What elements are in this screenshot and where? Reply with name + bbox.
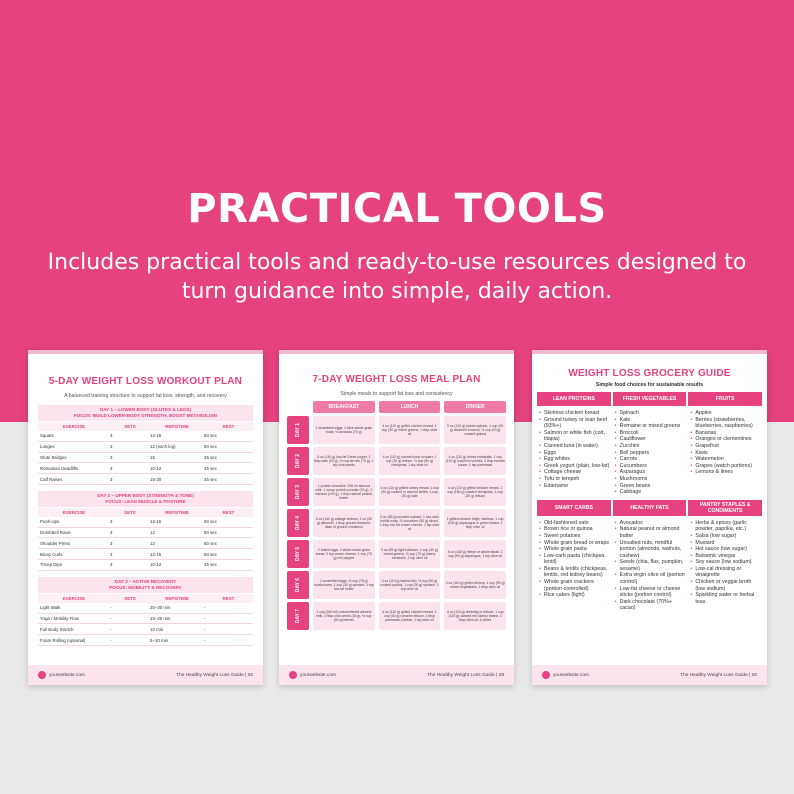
table-cell: 3 xyxy=(110,540,113,546)
table-cell: 60 sec xyxy=(204,530,217,536)
list-item: • Grapefruit xyxy=(690,443,761,450)
lunch-header: LUNCH xyxy=(379,401,441,413)
list-item: • Low-cal dressing or vinaigrette xyxy=(690,566,761,579)
table-cell: 3 xyxy=(110,519,113,525)
page-title: PRACTICAL TOOLS xyxy=(187,186,607,232)
day-tab xyxy=(287,602,309,630)
table-cell: 3 xyxy=(110,530,113,536)
footer-page: The Healthy Weight Loss Guide | 26 xyxy=(176,672,253,678)
day-header-focus: FOCUS: MOBILITY & RECOVERY xyxy=(109,584,182,590)
table-cell: 15-20 xyxy=(150,476,162,482)
column-header: REST xyxy=(222,595,235,601)
column-header: REPS/TIME xyxy=(165,509,189,515)
table-cell: Tricep Dips xyxy=(40,562,63,568)
breakfast-header: BREAKFAST xyxy=(313,401,375,413)
logo-icon xyxy=(289,671,297,679)
workout-plan-page xyxy=(28,350,263,685)
list-item: • Cauliflower xyxy=(615,436,686,443)
table-cell: 10-12 xyxy=(150,465,162,471)
column-header-row xyxy=(38,594,253,603)
meal-cell: 1 protein smoothie: 200 ml almond milk, 1 scoop protein powder (30 g), 1 banana (100 g), 1 tbsp natural peanut butter xyxy=(313,478,375,506)
table-cell: 3 xyxy=(110,562,113,568)
meal-row xyxy=(287,540,506,568)
meal-cell: 3 oz (85 g) smoked salmon, 1 low-carb tortilla wrap, ½ cucumber (50 g) sliced, 1 tbsp low-fat cream cheese, 1 tsp olive oil xyxy=(379,509,441,537)
table-cell: 45 sec xyxy=(204,476,217,482)
meal-cell: 5 oz (140 g) ribeye or sirloin steak, 1 cup (90 g) asparagus, 1 tsp olive oil xyxy=(444,540,506,568)
grocery-table xyxy=(532,392,767,612)
day-tab xyxy=(287,571,309,599)
table-cell: 12 xyxy=(150,540,155,546)
meal-cell: 4 oz (110 g) grilled chicken breast, 1 cup (180 g) roasted chickpeas, 1 cup (30 g) lettuce xyxy=(444,478,506,506)
footer-page: The Healthy Weight Loss Guide | 20 xyxy=(680,672,757,678)
list-item: • Greek yogurt (plain, low-fat) xyxy=(539,463,610,470)
table-cell: Yoga / Mobility Flow xyxy=(40,615,79,621)
meal-cell: 5 oz (140 g) low-fat Greek yogurt, 2 tbsp oats (20 g), ½ cup berries (75 g), 1 tsp chia seeds xyxy=(313,447,375,475)
list-item: • Kiwis xyxy=(690,450,761,457)
day-label: DAY 3 xyxy=(295,484,301,500)
day-tab xyxy=(287,540,309,568)
table-row xyxy=(38,549,253,560)
table-row xyxy=(38,603,253,614)
list-item: • Beans & lentils (chickpeas, lentils, red kidney beans) xyxy=(539,566,610,579)
meal-header-row xyxy=(287,401,506,413)
category-list xyxy=(688,518,762,612)
table-cell: Push-Ups xyxy=(40,519,60,525)
day-tab xyxy=(287,447,309,475)
list-item: • Eggs xyxy=(539,450,610,457)
table-row xyxy=(38,635,253,646)
meal-row xyxy=(287,602,506,630)
meal-cell: 4 oz (110 g) grilled chicken breast, 1 cup (40 g) mixed greens, 1 tbsp olive oil xyxy=(379,416,441,444)
table-cell: 3 xyxy=(110,454,113,460)
table-cell: Foam Rolling (optional) xyxy=(40,637,86,643)
table-cell: - xyxy=(204,605,206,611)
meal-cell: 2 scrambled eggs, 1 slice whole-grain toast, ½ avocado (75 g) xyxy=(313,416,375,444)
table-cell: 3 xyxy=(110,433,113,439)
table-cell: Bicep Curls xyxy=(40,551,63,557)
list-item: • Chicken or veggie broth (low sodium) xyxy=(690,579,761,592)
table-cell: Dumbbell Rows xyxy=(40,530,71,536)
category-list xyxy=(537,518,611,612)
day-header-title: DAY 3 – ACTIVE RECOVERY xyxy=(114,578,177,584)
list-item: • Berries (strawberries, blueberries, raspberries) xyxy=(690,417,761,430)
workout-title: 5-DAY WEIGHT LOSS WORKOUT PLAN xyxy=(48,376,243,387)
column-header: REPS/TIME xyxy=(165,595,189,601)
list-item: • Watermelon xyxy=(690,456,761,463)
page-top-bar xyxy=(279,350,514,354)
table-cell: 12-15 xyxy=(150,433,162,439)
footer-site: yourwebsite.com xyxy=(553,672,589,678)
table-cell: - xyxy=(204,615,206,621)
list-item: • Oranges or clementines xyxy=(690,436,761,443)
category-list xyxy=(688,408,762,496)
table-cell: - xyxy=(110,626,112,632)
day-label: DAY 1 xyxy=(295,422,301,438)
meal-row xyxy=(287,416,506,444)
meal-plan-page xyxy=(279,350,514,685)
table-cell: Romanian Deadlifts xyxy=(40,465,79,471)
column-header: SETS xyxy=(124,595,136,601)
list-item: • Edamame xyxy=(539,483,610,490)
list-item: • Carrots xyxy=(615,456,686,463)
list-item: • Rice cakes (light) xyxy=(539,592,610,599)
day-header-focus: FOCUS: LEAN MUSCLE & POSTURE xyxy=(105,498,186,504)
table-cell: Squats xyxy=(40,433,54,439)
table-cell: Light Walk xyxy=(40,605,61,611)
day-label: DAY 2 xyxy=(295,453,301,469)
list-item: • Unsalted nuts, mindful portion (almonds, walnuts, cashew) xyxy=(615,540,686,560)
list-item: • Low-fat cheese or cheese sticks (portion control) xyxy=(615,586,686,599)
day-header xyxy=(38,405,253,421)
list-item: • Brown rice or quinoa xyxy=(539,526,610,533)
meal-title: 7-DAY WEIGHT LOSS MEAL PLAN xyxy=(312,374,481,385)
footer-site: yourwebsite.com xyxy=(300,672,336,678)
list-item: • Egg whites xyxy=(539,456,610,463)
table-cell: Full Body Stretch xyxy=(40,626,74,632)
day-tab xyxy=(287,478,309,506)
list-item: • Sparkling water or herbal teas xyxy=(690,592,761,605)
list-item: • Zucchini xyxy=(615,443,686,450)
table-row xyxy=(38,538,253,549)
meal-cell: 5 oz (140 g) baked salmon, 1 cup (90 g) steamed broccoli, ½ cup (90 g) cooked quinoa xyxy=(444,416,506,444)
list-item: • Balsamic vinegar xyxy=(690,553,761,560)
list-item: • Old-fashioned oats xyxy=(539,520,610,527)
dinner-header: DINNER xyxy=(444,401,506,413)
list-item: • Whole grain bread or wraps xyxy=(539,540,610,547)
meal-cell: 4 oz (110 g) grilled chicken breast, 1 cup (30 g) romaine lettuce, 1 tbsp parmesan cheese, 1 tsp olive oil xyxy=(379,602,441,630)
list-item: • Mushrooms xyxy=(615,476,686,483)
table-cell: Calf Raises xyxy=(40,476,63,482)
list-item: • Extra virgin olive oil (portion control) xyxy=(615,572,686,585)
table-cell: 12 (each leg) xyxy=(150,444,176,450)
list-item: • Bell peppers xyxy=(615,450,686,457)
grocery-subtitle: Simple food choices for sustainable results xyxy=(595,382,704,388)
grocery-section xyxy=(537,500,762,612)
category-header: SMART CARBS xyxy=(537,500,611,516)
list-item: • Green beans xyxy=(615,483,686,490)
table-cell: Glute Bridges xyxy=(40,454,67,460)
page-footer xyxy=(279,665,514,685)
column-header-row xyxy=(38,508,253,517)
table-cell: - xyxy=(204,637,206,643)
category-header: HEALTHY FATS xyxy=(613,500,687,516)
meal-subtitle: Simple meals to support fat loss and consistency xyxy=(340,391,453,397)
table-cell: 12-15 xyxy=(150,519,162,525)
meal-cell: 4 oz (110 g) grilled turkey breast, 1 cup (90 g) cooked or canned lentils, 1 cup (30 g) kale xyxy=(379,478,441,506)
category-header: LEAN PROTEINS xyxy=(537,392,611,406)
workout-table xyxy=(28,405,263,646)
category-list xyxy=(537,408,611,496)
meal-cell: 2 boiled eggs, 2 slices whole-grain bread, 2 tsp cream cheese, 1 cup (75 g) bell pepper xyxy=(313,540,375,568)
category-header: FRESH VEGETABLES xyxy=(613,392,687,406)
table-cell: 10-12 xyxy=(150,562,162,568)
workout-subtitle: A balanced training structure to support fat loss, strength, and recovery xyxy=(64,393,227,399)
list-item: • Mustard xyxy=(690,540,761,547)
grocery-section xyxy=(537,392,762,496)
table-cell: 12-15 xyxy=(150,551,162,557)
footer-site: yourwebsite.com xyxy=(49,672,85,678)
table-row xyxy=(38,560,253,571)
table-cell: - xyxy=(110,615,112,621)
column-header: SETS xyxy=(124,424,136,429)
category-header: PANTRY STAPLES & CONDIMENTS xyxy=(688,500,762,516)
table-cell: Shoulder Press xyxy=(40,540,71,546)
list-item: • Low-carb pasta (chickpea, lentil) xyxy=(539,553,610,566)
table-cell: - xyxy=(204,626,206,632)
list-item: • Romaine or mixed greens xyxy=(615,423,686,430)
table-cell: 60 sec xyxy=(204,433,217,439)
table-cell: 60 sec xyxy=(204,540,217,546)
column-header: EXERCISE xyxy=(62,424,86,429)
list-item: • Skinless chicken breast xyxy=(539,410,610,417)
logo-icon xyxy=(542,671,550,679)
table-cell: - xyxy=(110,637,112,643)
list-item: • Avocados xyxy=(615,520,686,527)
table-cell: 3 xyxy=(110,476,113,482)
category-header: FRUITS xyxy=(688,392,762,406)
table-cell: 3 xyxy=(110,551,113,557)
list-item: • Whole grain pasta xyxy=(539,546,610,553)
day-label: DAY 7 xyxy=(295,608,301,624)
page-subtitle: Includes practical tools and ready-to-use resources designed to turn guidance into simple, daily action. xyxy=(47,250,747,304)
column-header-row xyxy=(38,422,253,431)
table-cell: 10 min xyxy=(150,626,164,632)
meal-cell: 4 oz (110 g) dressing or lettuce, 1 cup (120 g) canned red kidney beans, 1 tbsp olive oil, 4 olives xyxy=(444,602,506,630)
meal-row xyxy=(287,509,506,537)
meal-cell: 5 oz (140 g) cottage cheese, 2 oz (30 g) almonds, 1 tbsp ground flaxseed, dash of ground cinnamon xyxy=(313,509,375,537)
column-header: EXERCISE xyxy=(62,595,86,601)
list-item: • Broccoli xyxy=(615,430,686,437)
meal-cell: 4 oz (110 g) baked tofu, ½ cup (90 g) cooked quinoa, 1 cup (30 g) spinach, 1 tsp olive oil xyxy=(379,571,441,599)
list-item: • Asparagus xyxy=(615,469,686,476)
list-item: • Kale xyxy=(615,417,686,424)
page-footer xyxy=(532,665,767,685)
table-cell: 60 sec xyxy=(204,551,217,557)
column-header: REPS/TIME xyxy=(165,424,189,429)
list-item: • Spinach xyxy=(615,410,686,417)
table-row xyxy=(38,528,253,539)
table-row xyxy=(38,431,253,442)
day-header xyxy=(38,577,253,593)
meal-cell: 4 oz (110 g) grilled shrimp, 1 cup (90 g) mixed vegetables, 1 tbsp olive oil xyxy=(444,571,506,599)
day-label: DAY 6 xyxy=(295,577,301,593)
meal-cell: 4 oz (110 g) turkey meatballs, 1 cup (120 g) zucchini noodles, 2 tbsp tomato sauce, 1 tsp parmesan xyxy=(444,447,506,475)
table-row xyxy=(38,624,253,635)
category-list xyxy=(613,408,687,496)
table-cell: 45 sec xyxy=(204,562,217,568)
list-item: • Salmon or white fish (cod, tilapia) xyxy=(539,430,610,443)
meal-cell: 2 scrambled eggs, ½ cup (75 g) mushrooms, 1 cup (30 g) spinach, 1 tsp low-fat butter xyxy=(313,571,375,599)
table-row xyxy=(38,453,253,464)
day-header xyxy=(38,491,253,507)
day-tab xyxy=(287,416,309,444)
meal-row xyxy=(287,447,506,475)
table-cell: Lunges xyxy=(40,444,55,450)
list-item: • Natural peanut or almond butter xyxy=(615,526,686,539)
list-item: • Canned tuna (in water) xyxy=(539,443,610,450)
meal-row xyxy=(287,571,506,599)
meal-cell: 3 oz (85 g) light halloumi, 1 cup (40 g) mixed greens, ½ cup (75 g) cherry tomatoes, 1 tsp olive oil xyxy=(379,540,441,568)
table-cell: 3 xyxy=(110,465,113,471)
column-header: REST xyxy=(222,424,235,429)
list-item: • Herbs & spices (garlic powder, paprika, etc.) xyxy=(690,520,761,533)
table-cell: 3 xyxy=(110,444,113,450)
page-footer xyxy=(28,665,263,685)
list-item: • Cabbage xyxy=(615,489,686,496)
day-label: DAY 5 xyxy=(295,546,301,562)
table-cell: 20–30 min xyxy=(150,605,171,611)
table-cell: 60 sec xyxy=(204,444,217,450)
list-item: • Dark chocolate (70%+ cacao) xyxy=(615,599,686,612)
day-header-focus: FOCUS: BUILD LOWER-BODY STRENGTH, BOOST METABOLISM xyxy=(73,413,218,418)
category-list xyxy=(613,518,687,612)
list-item: • Grapes (watch portions) xyxy=(690,463,761,470)
table-cell: 12 xyxy=(150,530,155,536)
table-row xyxy=(38,442,253,453)
list-item: • Sweet potatoes xyxy=(539,533,610,540)
list-item: • Tofu or tempeh xyxy=(539,476,610,483)
list-item: • Salsa (low sugar) xyxy=(690,533,761,540)
logo-icon xyxy=(38,671,46,679)
meal-cell: 1 cup (240 ml) unsweetened almond milk, 2 tbsp chia seeds (30 g), ½ cup (50 g) berries xyxy=(313,602,375,630)
table-cell: 15–20 min xyxy=(150,615,171,621)
list-item: • Seeds (chia, flax, pumpkin, sesame) xyxy=(615,559,686,572)
grocery-title: WEIGHT LOSS GROCERY GUIDE xyxy=(568,368,731,379)
table-row xyxy=(38,517,253,528)
column-header: EXERCISE xyxy=(62,509,86,515)
column-header: REST xyxy=(222,509,235,515)
day-label: DAY 4 xyxy=(295,515,301,531)
list-item: • Bananas xyxy=(690,430,761,437)
table-cell: 60 sec xyxy=(204,519,217,525)
day-header-title: DAY 1 – LOWER BODY (GLUTES & LEGS) xyxy=(99,407,192,412)
table-cell: 15 xyxy=(150,454,155,460)
table-row xyxy=(38,614,253,625)
meal-cell: 1 grilled chicken thigh, skinless, 1 cup (100 g) asparagus or green beans, 1 tbsp olive oil xyxy=(444,509,506,537)
column-header: SETS xyxy=(124,509,136,515)
table-cell: 45 sec xyxy=(204,465,217,471)
meal-table xyxy=(279,401,514,630)
footer-page: The Healthy Weight Loss Guide | 28 xyxy=(427,672,504,678)
list-item: • Soy sauce (low sodium) xyxy=(690,559,761,566)
table-cell: - xyxy=(110,605,112,611)
table-row xyxy=(38,474,253,485)
list-item: • Whole grain crackers (portion-controlled) xyxy=(539,579,610,592)
meal-row xyxy=(287,478,506,506)
list-item: • Cottage cheese xyxy=(539,469,610,476)
page-top-bar xyxy=(28,350,263,354)
list-item: • Cucumbers xyxy=(615,463,686,470)
list-item: • Ground turkey or lean beef (93%+) xyxy=(539,417,610,430)
table-cell: 5–10 min xyxy=(150,637,169,643)
table-row xyxy=(38,463,253,474)
list-item: • Hot sauce (low sugar) xyxy=(690,546,761,553)
meal-cell: 4 oz (110 g) canned tuna in water, 1 cup (30 g) lettuce, ½ cup (80 g) chickpeas, 1 tsp olive oil xyxy=(379,447,441,475)
grocery-guide-page xyxy=(532,350,767,685)
list-item: • Apples xyxy=(690,410,761,417)
day-header-title: DAY 2 – UPPER BODY (STRENGTH & TONE) xyxy=(97,492,194,498)
day-tab xyxy=(287,509,309,537)
page-top-bar xyxy=(532,350,767,354)
table-cell: 45 sec xyxy=(204,454,217,460)
list-item: • Lemons & limes xyxy=(690,469,761,476)
